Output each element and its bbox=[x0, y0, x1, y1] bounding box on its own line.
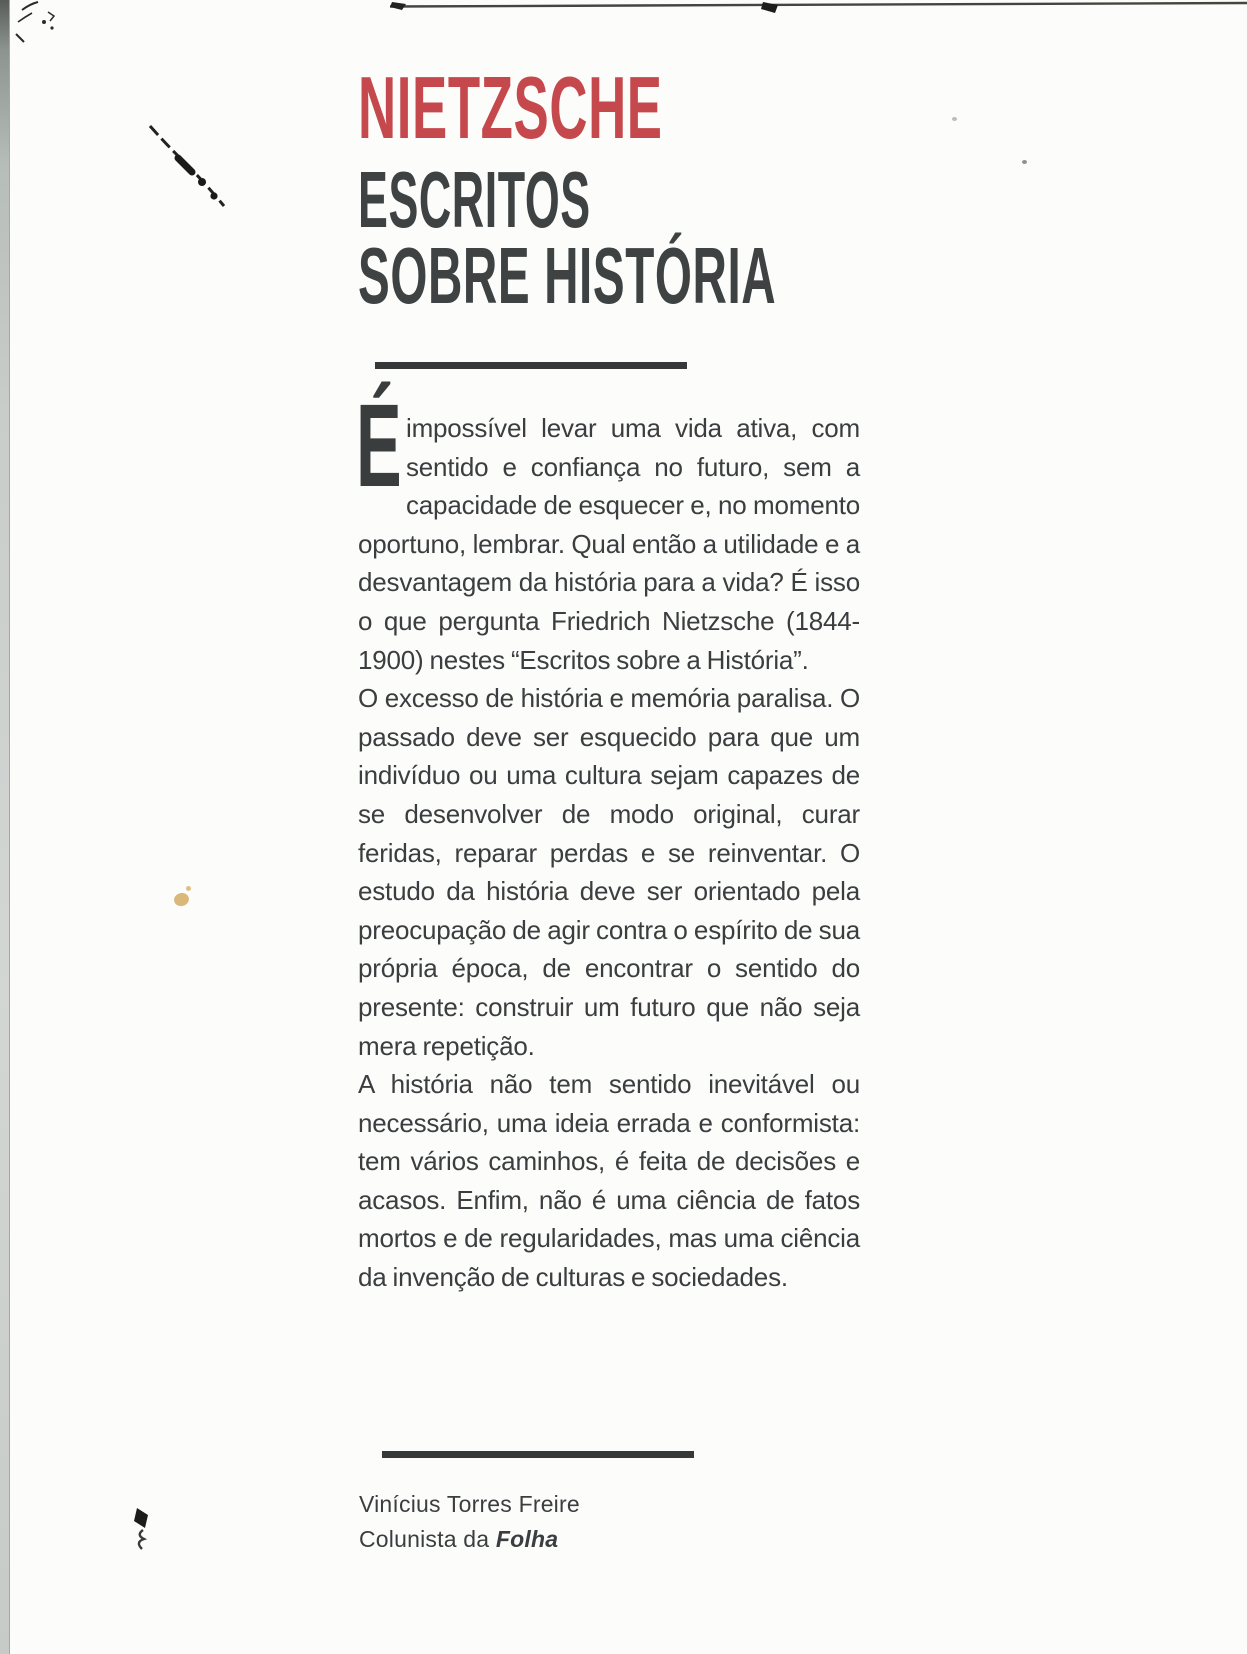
book-title-sub-line2: SOBRE HISTÓRIA bbox=[358, 231, 777, 320]
author-role: Colunista da Folha bbox=[359, 1526, 559, 1552]
page-edge-shadow bbox=[0, 0, 10, 1654]
paragraph: O excesso de história e memória paralisa. O passado deve ser esquecido para que um indivíduo ou uma cultura sejam capazes de se desenvolver de modo original, curar feridas, reparar perdas e se reinventar. O estudo da história deve ser orientado pela preocupação de agir contra o espírito de sua própria época, de encontrar o sentido do presente: construir um futuro que não seja mera repetição. bbox=[358, 683, 860, 1061]
dropcap-letter: É bbox=[356, 380, 402, 512]
top-edge-scan-line bbox=[378, 0, 1247, 14]
footer-divider-rule bbox=[382, 1451, 694, 1458]
author-block bbox=[359, 1487, 580, 1557]
paragraph bbox=[356, 380, 860, 679]
ink-blot-artifact bbox=[129, 1506, 155, 1554]
paragraph: A história não tem sentido inevitável ou necessário, uma ideia errada e conformista: tem vários caminhos, é feita de decisões e acasos. Enfim, não é uma ciência de fatos mortos e de regularidades, mas uma ciência da invenção de culturas e sociedades. bbox=[358, 1069, 860, 1293]
stain-speck-artifact bbox=[173, 891, 191, 907]
dust-speck-artifact bbox=[952, 117, 957, 121]
book-title-main: NIETZSCHE bbox=[358, 58, 663, 157]
author-name: Vinícius Torres Freire bbox=[359, 1491, 580, 1517]
publication-name: Folha bbox=[495, 1526, 559, 1552]
pen-scribble-artifact bbox=[8, 0, 80, 56]
dust-speck-artifact bbox=[1022, 160, 1027, 164]
book-title-sub-line1: ESCRITOS bbox=[358, 155, 591, 244]
scratch-mark-artifact bbox=[140, 116, 236, 212]
title-divider-rule bbox=[375, 362, 687, 369]
stain-speck-dot-artifact bbox=[186, 886, 191, 891]
paragraph-text: impossível levar uma vida ativa, com sentido e confiança no futuro, sem a capacidade de esquecer e, no momento oportuno, lembrar. Qual então a utilidade e a desvantagem da história para a vida? É isso o que pergunta Friedrich Nietzsche (1844-1900) nestes “Escritos sobre a História”. bbox=[358, 413, 860, 675]
body-text bbox=[356, 380, 860, 1297]
